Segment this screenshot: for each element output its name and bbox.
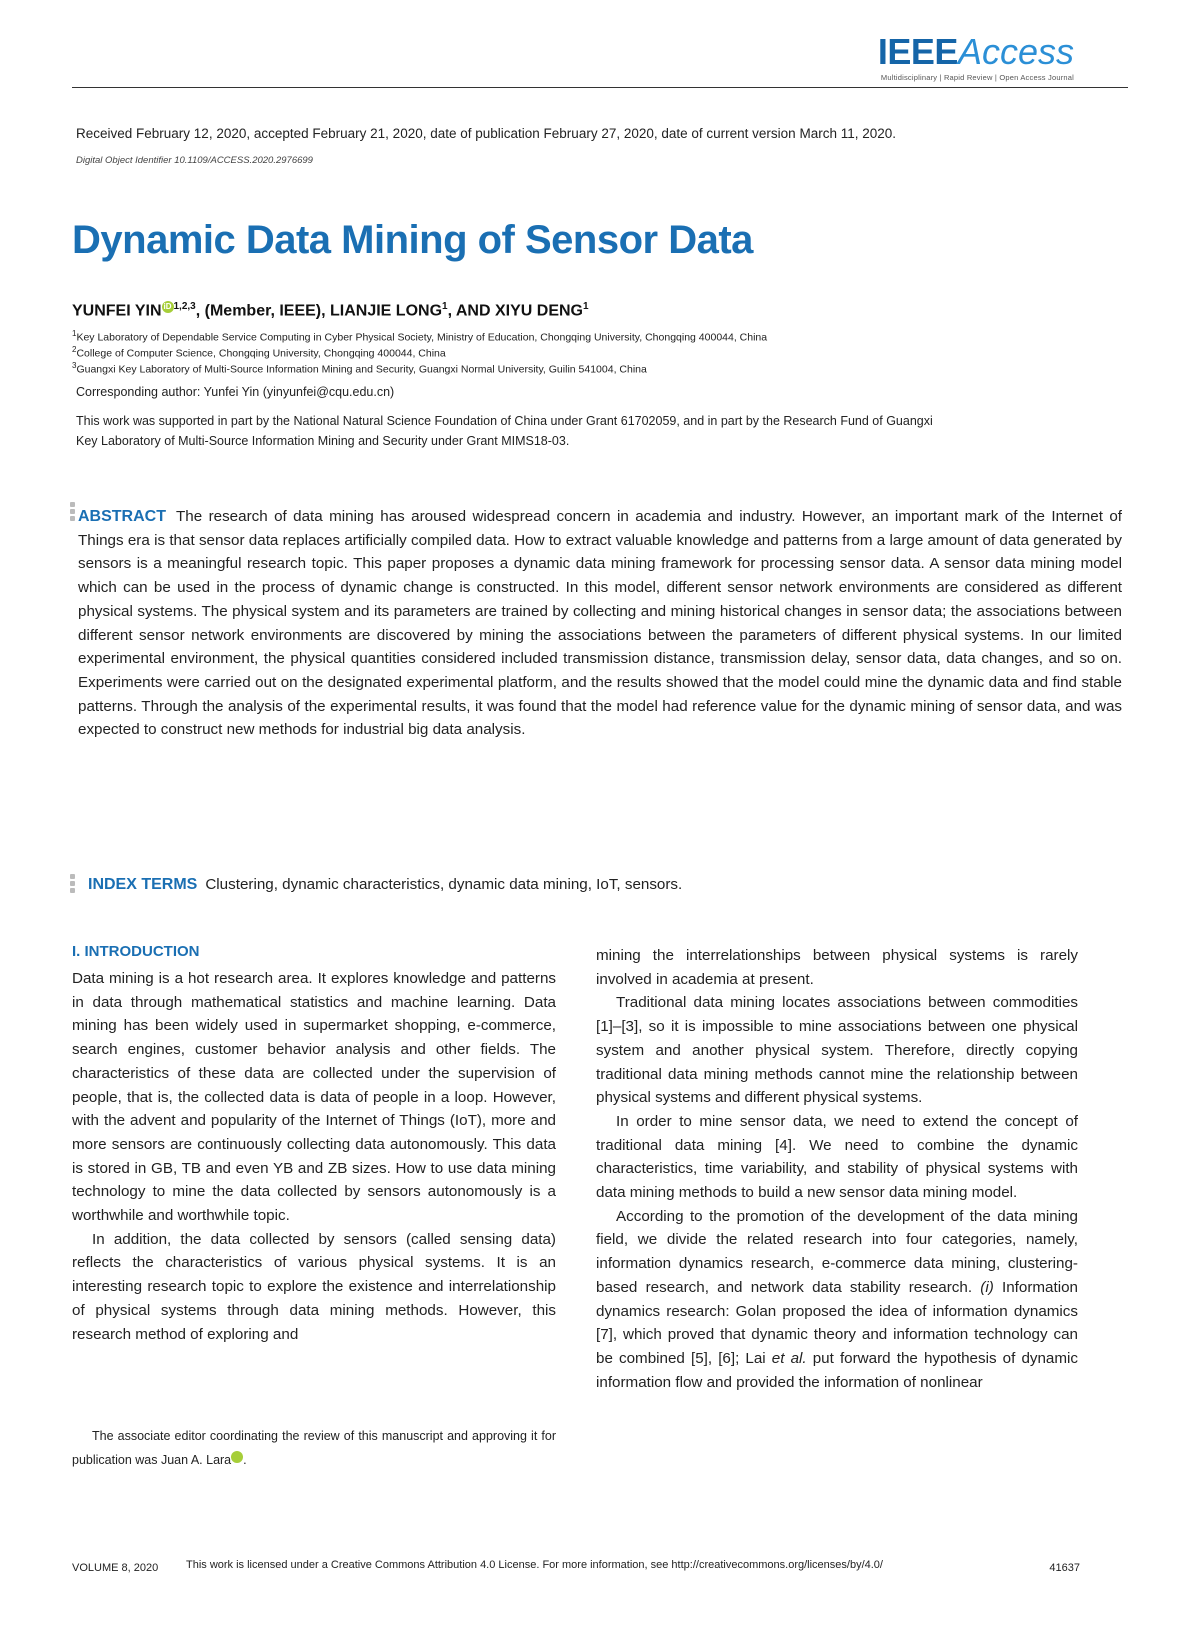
abstract-heading: ABSTRACT	[78, 508, 166, 525]
paragraph-italic: (i)	[980, 1278, 994, 1296]
paragraph-text: According to the promotion of the development of the data mining field, we divide the related research into four categories, namely, information dynamics research, e-commerce data mining, clustering-based research, and network data stability research.	[596, 1207, 1078, 1296]
corresponding-author: Corresponding author: Yunfei Yin (yinyunfei@cqu.edu.cn)	[76, 385, 395, 399]
paragraph: In order to mine sensor data, we need to extend the concept of traditional data mining [4]. We need to combine the dynamic characteristics, time variability, and stability of physical systems with data mining methods to build a new sensor data mining model.	[596, 1112, 1078, 1202]
paragraph-text: put forward the hypothesis of dynamic information flow and provided the information of nonlinear	[596, 1349, 1078, 1391]
author-2-sup: 1	[442, 301, 448, 312]
affiliation-text: Guangxi Key Laboratory of Multi-Source Information Mining and Security, Guangxi Normal University, Guilin 541004, China	[76, 363, 647, 376]
logo-tagline: Multidisciplinary | Rapid Review | Open Access Journal	[880, 73, 1074, 82]
quote-marker-icon	[70, 872, 82, 895]
author-1-name: YUNFEI YIN	[72, 302, 162, 320]
footer-volume: VOLUME 8, 2020	[72, 1562, 159, 1574]
right-column	[596, 944, 1078, 1394]
footer-page-number: 41637	[1049, 1562, 1080, 1574]
orcid-icon[interactable]: iD	[163, 302, 172, 311]
affiliation-2	[72, 345, 446, 360]
paragraph-italic: et al.	[771, 1349, 807, 1367]
paper-title: Dynamic Data Mining of Sensor Data	[72, 218, 753, 262]
paragraph: Traditional data mining locates associations between commodities [1]–[3], so it is impossible to mine associations between one physical system and another physical system. Therefore, directly copying traditional data mining methods cannot mine the relationship between physical systems and different physical systems.	[596, 994, 1078, 1107]
author-2-name: , (Member, IEEE), LIANJIE LONG	[195, 302, 443, 320]
paragraph: In addition, the data collected by sensors (called sensing data) reflects the characteristics of various physical systems. It is an interesting research topic to explore the existence and interrelationship of physical systems through data mining methods. However, this research method of exploring and	[72, 1230, 556, 1343]
abstract	[78, 505, 1122, 742]
index-terms	[88, 876, 682, 894]
abstract-text: The research of data mining has aroused widespread concern in academia and industry. However, an important mark of the Internet of Things era is that sensor data replaces artificially compiled data. How to extract valuable knowledge and patterns from a large amount of data generated by sensors is a meaningful research topic. This paper proposes a dynamic data mining framework for processing sensor data. A sensor data mining model which can be used in the process of dynamic change is constructed. In this model, different sensor network environments are considered as different physical systems. The physical system and its parameters are trained by collecting and mining historical changes in sensor data; the associations between different sensor network environments are discovered by mining the associations between the parameters of different physical systems. In our limited experimental environment, the physical quantities considered included transmission distance, transmission delay, sensor data, data changes, and so on. Experiments were carried out on the designated experimental platform, and the results showed that the model could mine the dynamic data and find stable patterns. Through the analysis of the experimental results, it was found that the model had reference value for the dynamic mining of sensor data, and was expected to construct new methods for industrial big data analysis.	[78, 508, 1122, 739]
footer-license[interactable]: This work is licensed under a Creative Commons Attribution 4.0 License. For more information, see http://creativecommons.org/licenses/by/4.0/	[186, 1559, 883, 1571]
author-3-sup: 1	[583, 301, 589, 312]
section-heading-introduction: I. INTRODUCTION	[72, 943, 200, 960]
affiliation-1	[72, 329, 767, 344]
header-rule	[72, 87, 1128, 88]
affiliation-sup: 3	[72, 361, 77, 370]
doi-line[interactable]: Digital Object Identifier 10.1109/ACCESS.2020.2976699	[76, 155, 313, 166]
index-terms-heading: INDEX TERMS	[88, 876, 198, 893]
left-column	[72, 967, 556, 1346]
editor-footnote: The associate editor coordinating the review of this manuscript and approving it for publication was Juan A. Lara iD.	[72, 1429, 556, 1467]
orcid-icon[interactable]: iD	[231, 1451, 243, 1463]
affiliation-3	[72, 361, 647, 376]
logo-access-text: Access	[957, 31, 1074, 72]
ieee-access-logo	[877, 31, 1074, 82]
logo-ieee-text: IEEE	[877, 31, 958, 72]
paragraph	[596, 1205, 1078, 1395]
affiliation-sup: 2	[72, 345, 77, 354]
paragraph: Data mining is a hot research area. It explores knowledge and patterns in data through mathematical statistics and machine learning. Data mining has been widely used in supermarket shopping, e-commerce, search engines, customer behavior analysis and other fields. The characteristics of these data are collected under the supervision of people, that is, the collected data is data of people in a loop. However, with the advent and popularity of the Internet of Things (IoT), more and more sensors are continuously collecting data autonomously. This data is stored in GB, TB and even YB and ZB sizes. How to use data mining technology to mine the data collected by sensors autonomously is a worthwhile and worthwhile topic.	[72, 970, 556, 1225]
paragraph: mining the interrelationships between physical systems is rarely involved in academia at present.	[596, 947, 1078, 988]
affiliation-sup: 1	[72, 329, 77, 338]
index-terms-text: Clustering, dynamic characteristics, dynamic data mining, IoT, sensors.	[205, 876, 683, 893]
footnote-text: The associate editor coordinating the review of this manuscript and approving it for publication was Juan A. Lara	[72, 1429, 556, 1467]
author-1-sup: 1,2,3	[173, 301, 196, 312]
received-dates: Received February 12, 2020, accepted February 21, 2020, date of publication February 27, 2020, date of current version March 11, 2020.	[76, 126, 896, 141]
author-3-name: , AND XIYU DENG	[447, 302, 583, 320]
affiliation-text: College of Computer Science, Chongqing University, Chongqing 400044, China	[76, 347, 446, 360]
funding-note: This work was supported in part by the National Natural Science Foundation of China under Grant 61702059, and in part by the Research Fund of Guangxi Key Laboratory of Multi-Source Information Mining and Security under Grant MIMS18-03.	[76, 414, 933, 448]
author-line	[72, 301, 589, 320]
paragraph-text: Information dynamics research: Golan proposed the idea of information dynamics [7], which proved that dynamic theory and information technology can be combined [5], [6]; Lai	[596, 1278, 1078, 1367]
affiliation-text: Key Laboratory of Dependable Service Computing in Cyber Physical Society, Ministry of Education, Chongqing University, Chongqing 400044, China	[76, 331, 768, 344]
